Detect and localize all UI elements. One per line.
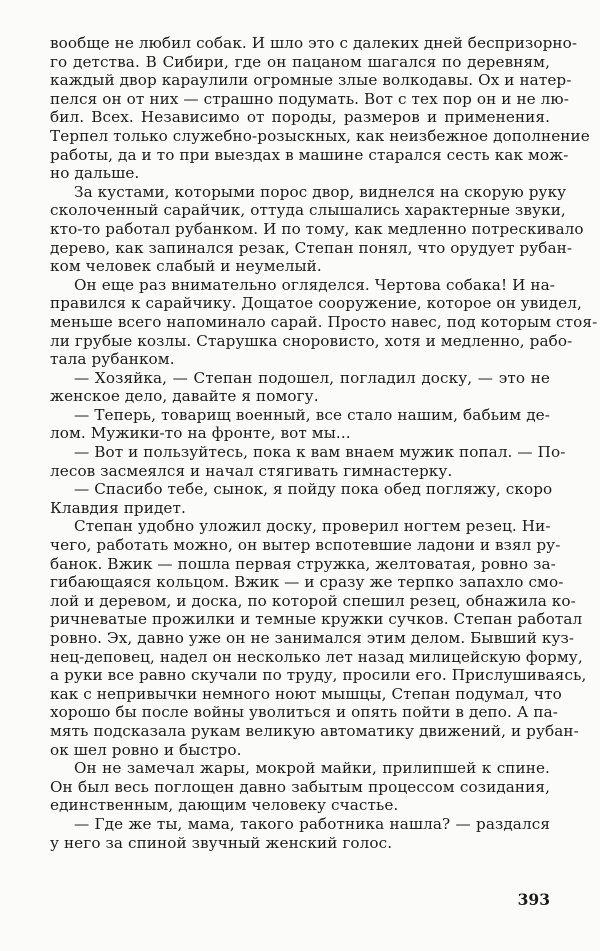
text-line: лесов засмеялся и начал стягивать гимнастерку. xyxy=(50,461,453,480)
text-line: — Теперь, товарищ военный, все стало нашим, бабьим де- xyxy=(74,405,550,424)
text-line: лой и деревом, и доска, по которой спешил резец, обнажила ко- xyxy=(50,591,576,610)
text-line: а руки все равно скучали по труду, просили его. Прислушиваясь, xyxy=(50,666,587,685)
paragraph xyxy=(50,182,584,276)
text-line: За кустами, которыми порос двор, виднелся на скорую руку xyxy=(74,182,567,201)
text-line: ок шел ровно и быстро. xyxy=(50,740,242,759)
text-line: бил. Всех. Независимо от породы, размеров и применения. xyxy=(50,108,550,127)
text-line: Он был весь поглощен давно забытым процессом созидания, xyxy=(50,777,550,796)
text-line: го детства. В Сибири, где он пацаном шагался по деревням, xyxy=(50,52,550,71)
text-line: гибающаяся кольцом. Вжик — и сразу же терпко запахло смо- xyxy=(50,573,564,592)
text-line: нец-деповец, надел он несколько лет назад милицейскую форму, xyxy=(50,647,583,666)
text-line: — Спасибо тебе, сынок, я пойду пока обед погляжу, скоро xyxy=(74,480,553,499)
text-line: вообще не любил собак. И шло это с далеких дней беспризорно- xyxy=(50,34,578,52)
text-line: сколоченный сарайчик, оттуда слышались характерные звуки, xyxy=(50,201,566,220)
page-number: 393 xyxy=(517,890,550,909)
text-line: правился к сарайчику. Дощатое сооружение, которое он увидел, xyxy=(50,294,582,313)
text-line: но дальше. xyxy=(50,164,140,183)
text-line: как с непривычки немного ноют мышцы, Степан подумал, что xyxy=(50,684,562,703)
text-line: банок. Вжик — пошла первая стружка, желтоватая, ровно за- xyxy=(50,554,556,573)
page-body-text xyxy=(50,34,598,852)
text-line: — Где же ты, мама, такого работника нашла? — раздался xyxy=(74,814,550,833)
text-line: ли грубые козлы. Старушка сноровисто, хотя и медленно, рабо- xyxy=(50,331,573,350)
paragraph xyxy=(50,443,566,480)
text-line: Степан удобно уложил доску, проверил ногтем резец. Ни- xyxy=(74,517,551,536)
text-line: ком человек слабый и неумелый. xyxy=(50,257,322,276)
text-line: чего, работать можно, он вытер вспотевшие ладони и взял ру- xyxy=(50,536,561,555)
text-line: лом. Мужики-то на фронте, вот мы... xyxy=(50,424,351,443)
paragraph xyxy=(50,34,590,183)
text-line: единственным, дающим человеку счастье. xyxy=(50,796,399,815)
text-line: хорошо бы после войны уволиться и опять пойти в депо. А па- xyxy=(50,703,559,722)
text-line: каждый двор караулили огромные злые волкодавы. Ох и натер- xyxy=(50,71,572,90)
text-line: кто-то работал рубанком. И по тому, как медленно потрескивало xyxy=(50,219,584,238)
text-line: мять подсказала рукам великую автоматику движений, и рубан- xyxy=(50,721,579,740)
text-line: — Вот и пользуйтесь, пока к вам внаем мужик попал. — По- xyxy=(74,443,566,462)
paragraph xyxy=(50,759,550,815)
paragraph xyxy=(50,815,550,852)
paragraph xyxy=(50,275,598,369)
paragraph xyxy=(50,517,587,759)
text-line: меньше всего напоминало сарай. Просто навес, под которым стоя- xyxy=(50,312,598,331)
text-line: ричневатые прожилки и темные кружки сучков. Степан работал xyxy=(50,610,583,629)
text-line: тала рубанком. xyxy=(50,350,175,369)
text-line: Клавдия придет. xyxy=(50,498,186,517)
text-line: женское дело, давайте я помогу. xyxy=(50,387,319,406)
text-line: Он еще раз внимательно огляделся. Чертова собака! И на- xyxy=(74,275,555,294)
text-line: — Хозяйка, — Степан подошел, погладил доску, — это не xyxy=(74,368,550,387)
text-line: Он не замечал жары, мокрой майки, прилипшей к спине. xyxy=(74,759,550,778)
text-line: Терпел только служебно-розыскных, как неизбежное дополнение xyxy=(50,126,590,145)
paragraph xyxy=(50,369,550,406)
text-line: у него за спиной звучный женский голос. xyxy=(50,833,393,852)
text-line: ровно. Эх, давно уже он не занимался этим делом. Бывший куз- xyxy=(50,629,575,647)
paragraph xyxy=(50,480,553,517)
text-line: работы, да и то при выездах в машине старался сесть как мож- xyxy=(50,145,569,164)
text-line: пелся он от них — страшно подумать. Вот с тех пор он и не лю- xyxy=(50,89,569,108)
text-line: дерево, как запинался резак, Степан понял, что орудует рубан- xyxy=(50,238,573,257)
paragraph xyxy=(50,406,550,443)
